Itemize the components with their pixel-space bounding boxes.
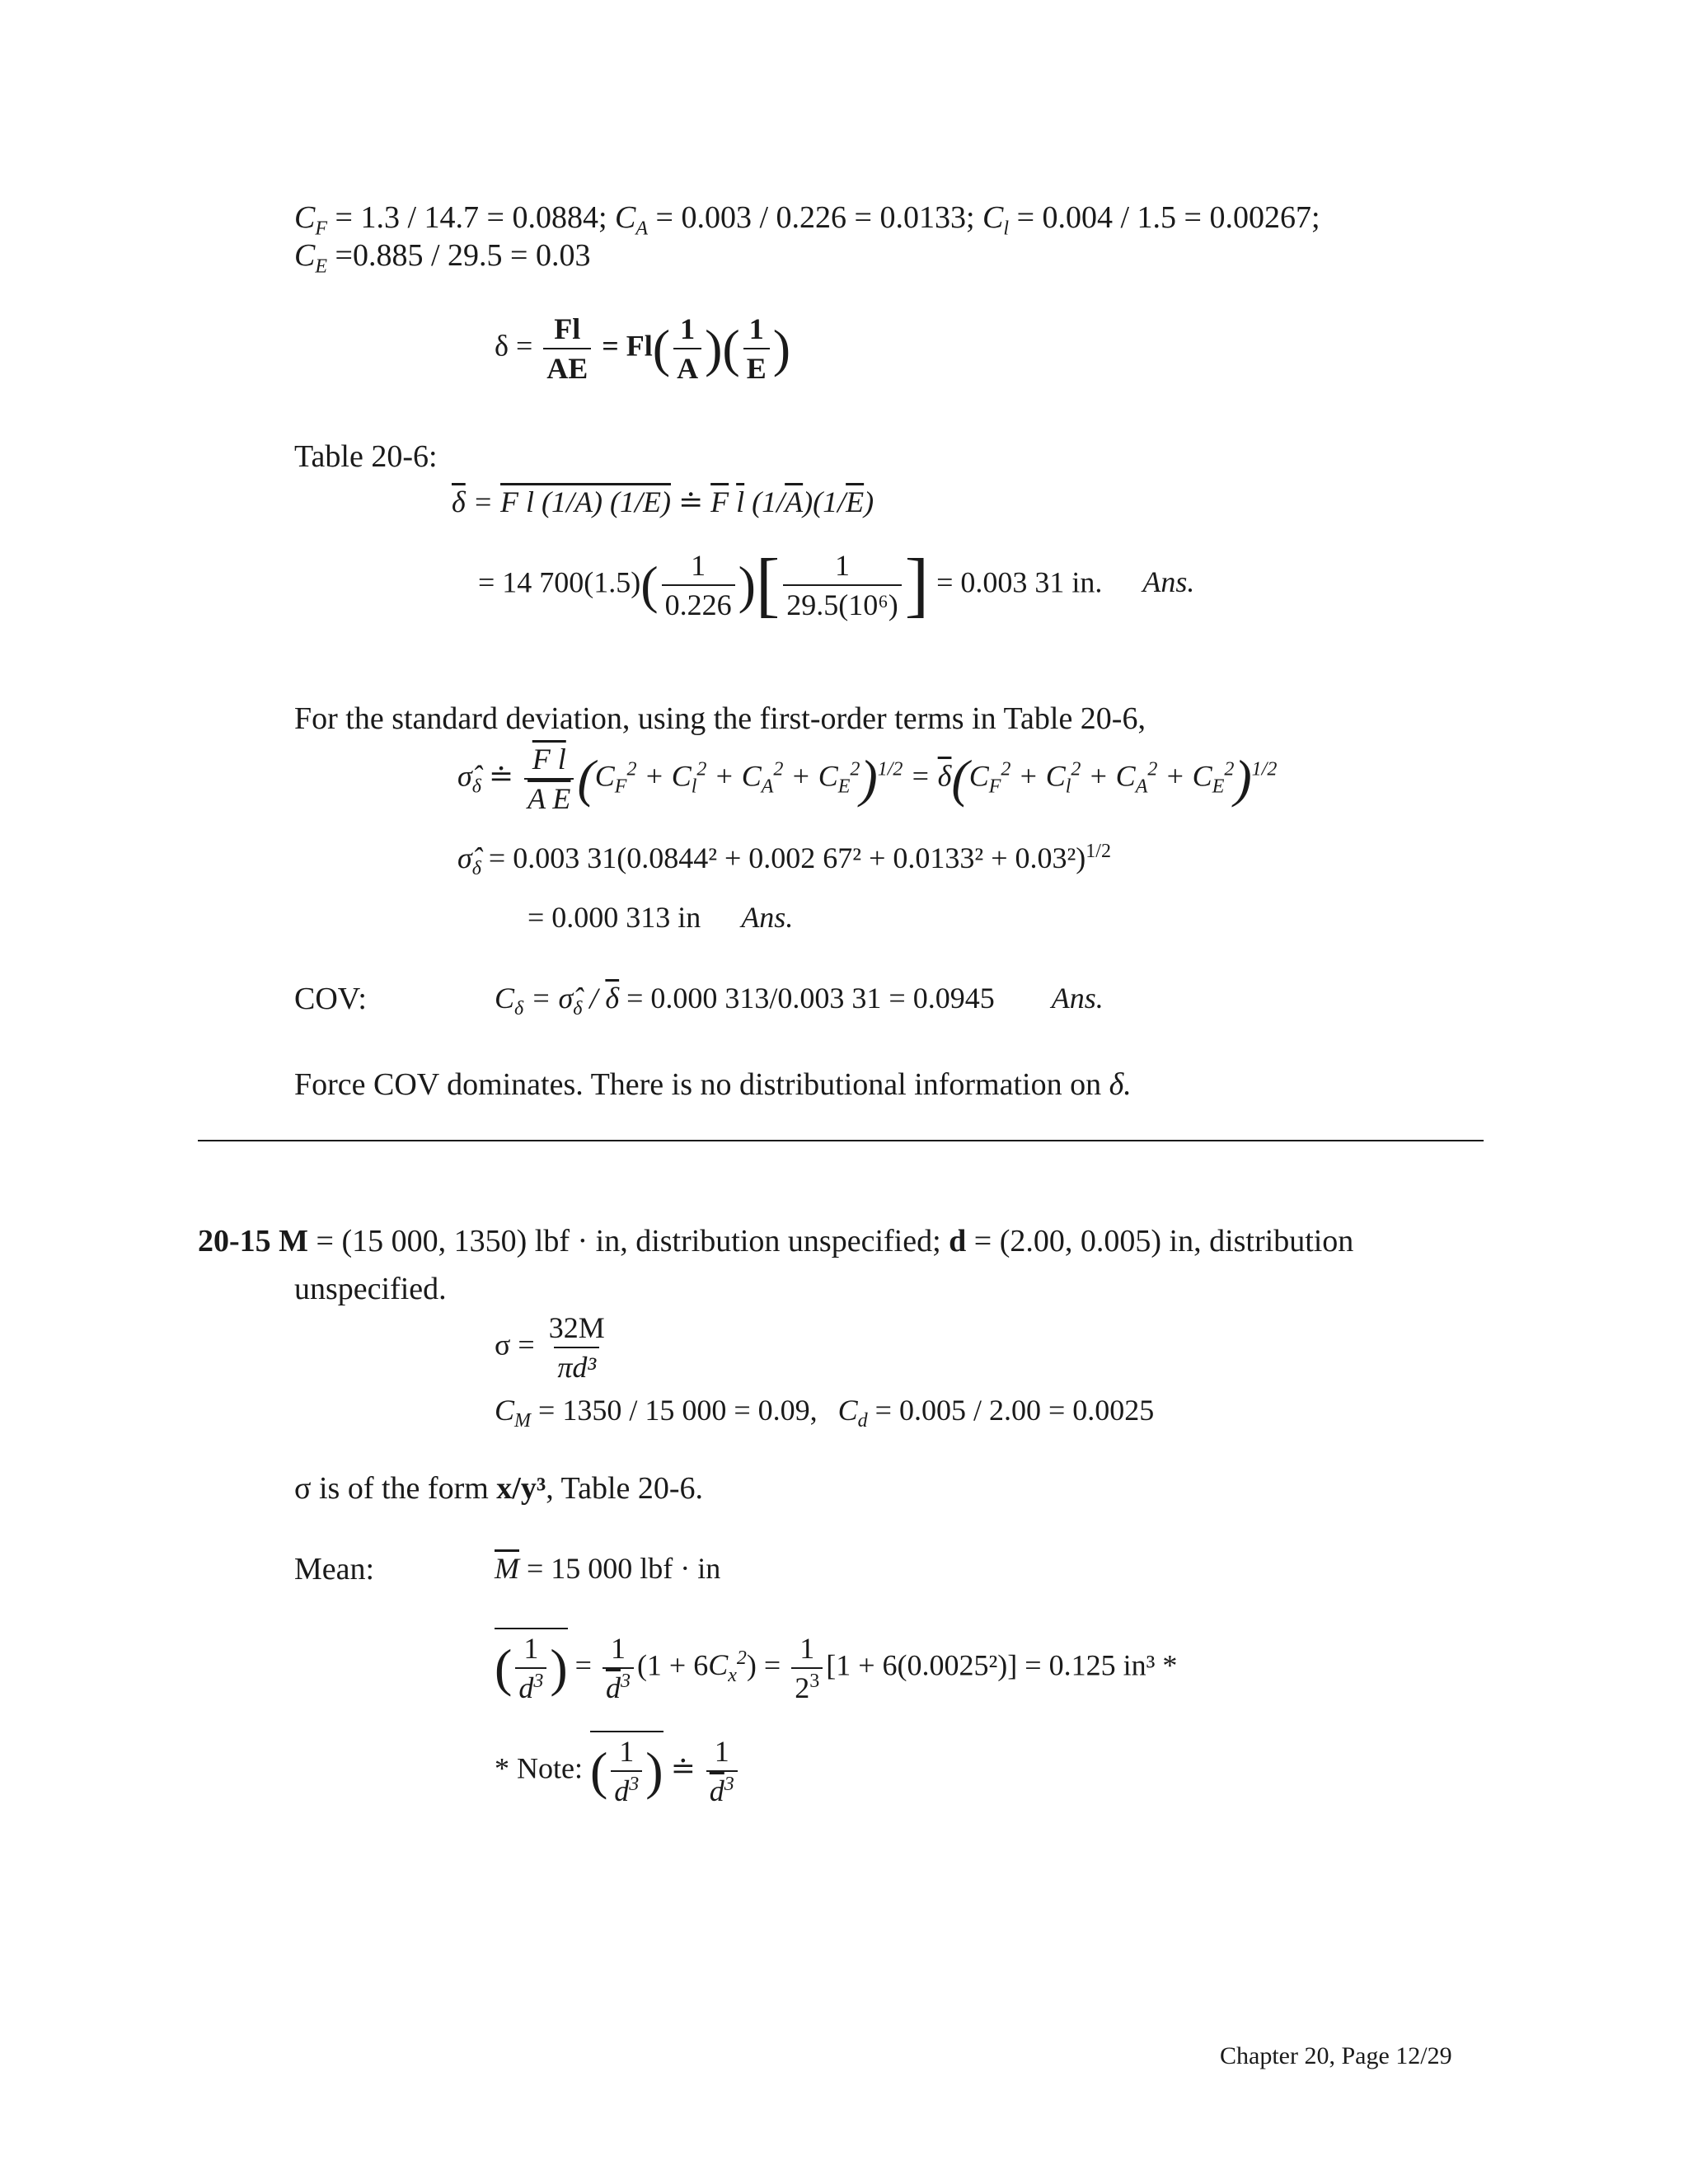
mean-moment: $\overline{M} = 15$ 000 lbf · in	[495, 1552, 721, 1585]
mean-label: Mean:	[294, 1552, 375, 1586]
section-divider	[198, 1140, 1484, 1141]
cov-expression: $C_\delta$ = $\sigmâ_\delta / \overline{\delta} = 0.000$ 313/0.003 31 = 0.0945 Ans.	[495, 982, 1104, 1020]
sigma-form: σ is of the form x/y³, Table 20-6.	[294, 1471, 704, 1506]
table-reference: Table 20-6:	[294, 439, 438, 474]
note-approximation: * Note: ( $\frac{1}{d^3}$ ) ≐ $\frac{1}{\overline{d}^3}$	[495, 1731, 741, 1808]
sigma-definition: σ = $\frac{32M}{\text{πd³}}$	[495, 1311, 605, 1384]
sigma-hat-formula: $\sigmâ_\delta$ ≐ $\frac{\text{F l}}{\text{A E}}$ $(C_F^2 + C_l^2 + C_A^2 + C_E^2)^{1/2} = \overline{\delta}(C_F^2 + C_l^2 + C_A^2 + C_E^2)^{1/2}$	[457, 743, 1278, 815]
sigma-hat-result: = 0.000 313 in Ans.	[528, 901, 794, 934]
std-intro: For the standard deviation, using the first-order terms in Table 20-6,	[294, 701, 1146, 736]
problem-line-1: 20-15 M = (15 000, 1350) lbf · in, distribution unspecified; d = (2.00, 0.005) in, distribution	[198, 1224, 1354, 1258]
delta-equation: δ = $\frac{Fl}{AE}$ = Fl( $\frac{1}{A}$ )( $\frac{1}{E}$ )	[495, 312, 791, 385]
mean-delta-value: = 14 700(1.5)( $\frac{1}{0.226}$ )[ $\frac{1}{\text{29.5(10⁶)}}$ ] = 0.003 31 in. Ans.	[478, 545, 1195, 625]
cov-label: COV:	[294, 982, 367, 1016]
mean-delta-expression: $\overline{\delta} = F$ l (1/A) (1/E) ≐ $\overline{F}$ $\overline{l}$ $(1/\overline{A})(1/\overline{E})$	[452, 485, 874, 518]
coefficient-line-1: $C_F = 1.3 / 14.7 = 0.0884$; $C_A = 0.003 / 0.226 = 0.0133$; $C_l = 0.004 / 1.5 = 0.00267$;	[294, 200, 1320, 240]
inverse-cube-mean: ( $\frac{1}{d^3}$ ) = $\frac{1}{\overline{d}^3}$ $(1 + 6C_x^2)$ = $\frac{1}{2^3}$ [1 + 6(0.0025²)] = 0.125 in³ *	[495, 1628, 1177, 1705]
problem-number: 20-15	[198, 1224, 271, 1258]
force-note: Force COV dominates. There is no distributional information on δ.	[294, 1067, 1132, 1102]
coefficients-m-d: $C_M = 1350 / 15$ 000 = 0.09, $C_d = 0.005 / 2.00 = 0.0025$	[495, 1394, 1155, 1432]
page-footer: Chapter 20, Page 12/29	[1220, 2042, 1452, 2069]
sigma-hat-substitution: $\sigmâ_\delta = 0.003$ 31(0.0844² + 0.002 67² + 0.0133² + 0.03²)$^{1/2}$	[457, 841, 1111, 880]
coefficient-line-2: $C_E =0.885 / 29.5 = 0.03$	[294, 238, 591, 278]
problem-line-2: unspecified.	[294, 1272, 447, 1306]
